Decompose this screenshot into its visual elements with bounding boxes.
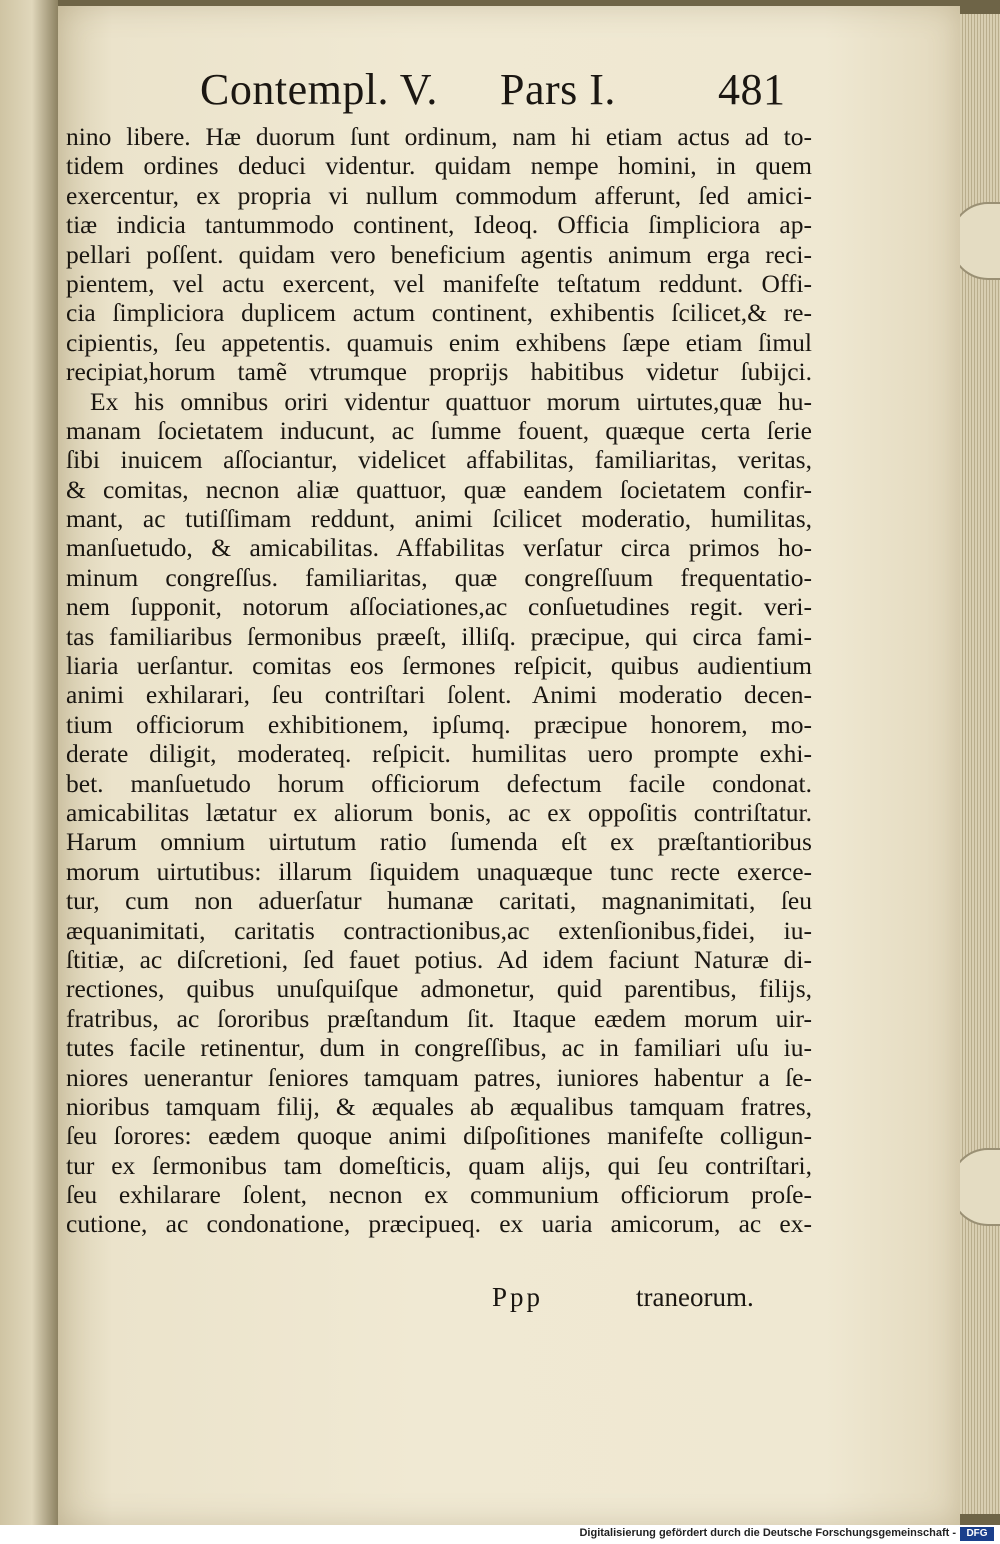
body-text [66,122,812,1239]
text-line: amicabilitas lætatur ex aliorum bonis, ac ex oppoſitis contriſtatur. [66,797,812,827]
text-line: æquanimitati, caritatis contractionibus,ac extenſionibus,fidei, iu- [66,915,812,945]
text-line: ſeu exhilarare ſolent, necnon ex communium officiorum proſe- [66,1180,812,1210]
text-line: tur ex ſermonibus tam domeſticis, quam alijs, qui ſeu contriſtari, [66,1150,812,1180]
text-line: cipientis, ſeu appetentis. quamuis enim exhibens ſæpe etiam ſimul [66,327,812,357]
text-line: tas familiaribus ſermonibus præeſt, illiſq. præcipue, qui circa fami- [66,621,812,651]
text-line: tiæ indicia tantummodo continent, Ideoq. Officia ſimpliciora ap- [66,210,812,240]
text-line: Ex his omnibus oriri videntur quattuor morum uirtutes,quæ hu- [90,386,812,416]
text-line: nem ſupponit, notorum aſſociationes,ac conſuetudines regit. veri- [66,592,812,622]
text-line: ſeu ſorores: eædem quoque animi diſpoſitiones manifeſte colligun- [66,1121,812,1151]
text-line: recipiat,horum tamẽ vtrumque proprijs habitibus videtur ſubijci. [66,357,812,387]
text-line: cutione, ac condonatione, præcipueq. ex uaria amicorum, ac ex- [66,1209,812,1239]
text-line: cia ſimpliciora duplicem actum continent, exhibentis ſcilicet,& re- [66,298,812,328]
text-line: fratribus, ac ſororibus præſtandum ſit. Itaque eædem morum uir- [66,1003,812,1033]
text-line: derate diligit, moderateq. reſpicit. humilitas uero prompte exhi- [66,739,812,769]
text-line: Harum omnium uirtutum ratio ſumenda eſt ex præſtantioribus [66,827,812,857]
text-line: rectiones, quibus unuſquiſque admonetur, quid parentibus, filijs, [66,974,812,1004]
text-line: tium officiorum exhibitionem, ipſumq. præcipue honorem, mo- [66,709,812,739]
signature-mark: Ppp [492,1282,544,1312]
text-line: nino libere. Hæ duorum ſunt ordinum, nam hi etiam actus ad to- [66,122,812,151]
text-line: pientem, vel actu exercent, vel manifeſte teſtatum reddunt. Offi- [66,268,812,298]
text-line: ſibi inuicem aſſociantur, videlicet affabilitas, familiaritas, veritas, [66,445,812,475]
text-line: morum uirtutibus: illarum ſiquidem unaquæque tunc recte exerce- [66,856,812,886]
text-line: bet. manſuetudo horum officiorum defectum facile condonat. [66,768,812,798]
text-line: exercentur, ex propria vi nullum commodum afferunt, ſed amici- [66,180,812,210]
text-line: & comitas, necnon aliæ quattuor, quæ eandem ſocietatem confir- [66,474,812,504]
text-line: ſtitiæ, ac diſcretioni, ſed fauet potius. Ad idem faciunt Naturæ di- [66,944,812,974]
text-line: manam ſocietatem inducunt, ac ſumme fouent, quæque certa ſerie [66,415,812,445]
dfg-logo: DFG [960,1527,994,1541]
page-number: 481 [718,65,786,114]
text-line: pellari poſſent. quidam vero beneficium agentis animum erga reci- [66,239,812,269]
text-line: tidem ordines deduci videntur. quidam nempe homini, in quem [66,151,812,181]
text-line: mant, ac tutiſſimam reddunt, animi ſcilicet moderatio, humilitas, [66,504,812,534]
running-head-title: Contempl. V. [200,65,438,114]
text-line: nioribus tamquam filij, & æquales ab æqualibus tamquam fratres, [66,1091,812,1121]
text-line: tutes facile retinentur, dum in congreſſibus, ac in familiari uſu iu- [66,1033,812,1063]
text-line: manſuetudo, & amicabilitas. Affabilitas verſatur circa primos ho- [66,533,812,563]
text-line: niores uenerantur ſeniores tamquam patres, iuniores habentur a ſe- [66,1062,812,1092]
facing-page-edge [0,0,58,1525]
text-line: tur, cum non aduerſatur humanæ caritati, magnanimitati, ſeu [66,886,812,916]
catchword: traneorum. [636,1282,754,1312]
text-line: minum congreſſus. familiaritas, quæ congreſſuum frequentatio- [66,562,812,592]
footer-credit: Digitalisierung gefördert durch die Deutsche Forschungsgemeinschaft - [579,1527,956,1539]
running-head [200,58,800,118]
running-head-part: Pars I. [500,65,616,114]
footer-bar [0,1525,1000,1544]
text-line: animi exhilarari, ſeu contriſtari ſolent. Animi moderatio decen- [66,680,812,710]
text-line: liaria uerſantur. comitas eos ſermones reſpicit, quibus audientium [66,651,812,681]
